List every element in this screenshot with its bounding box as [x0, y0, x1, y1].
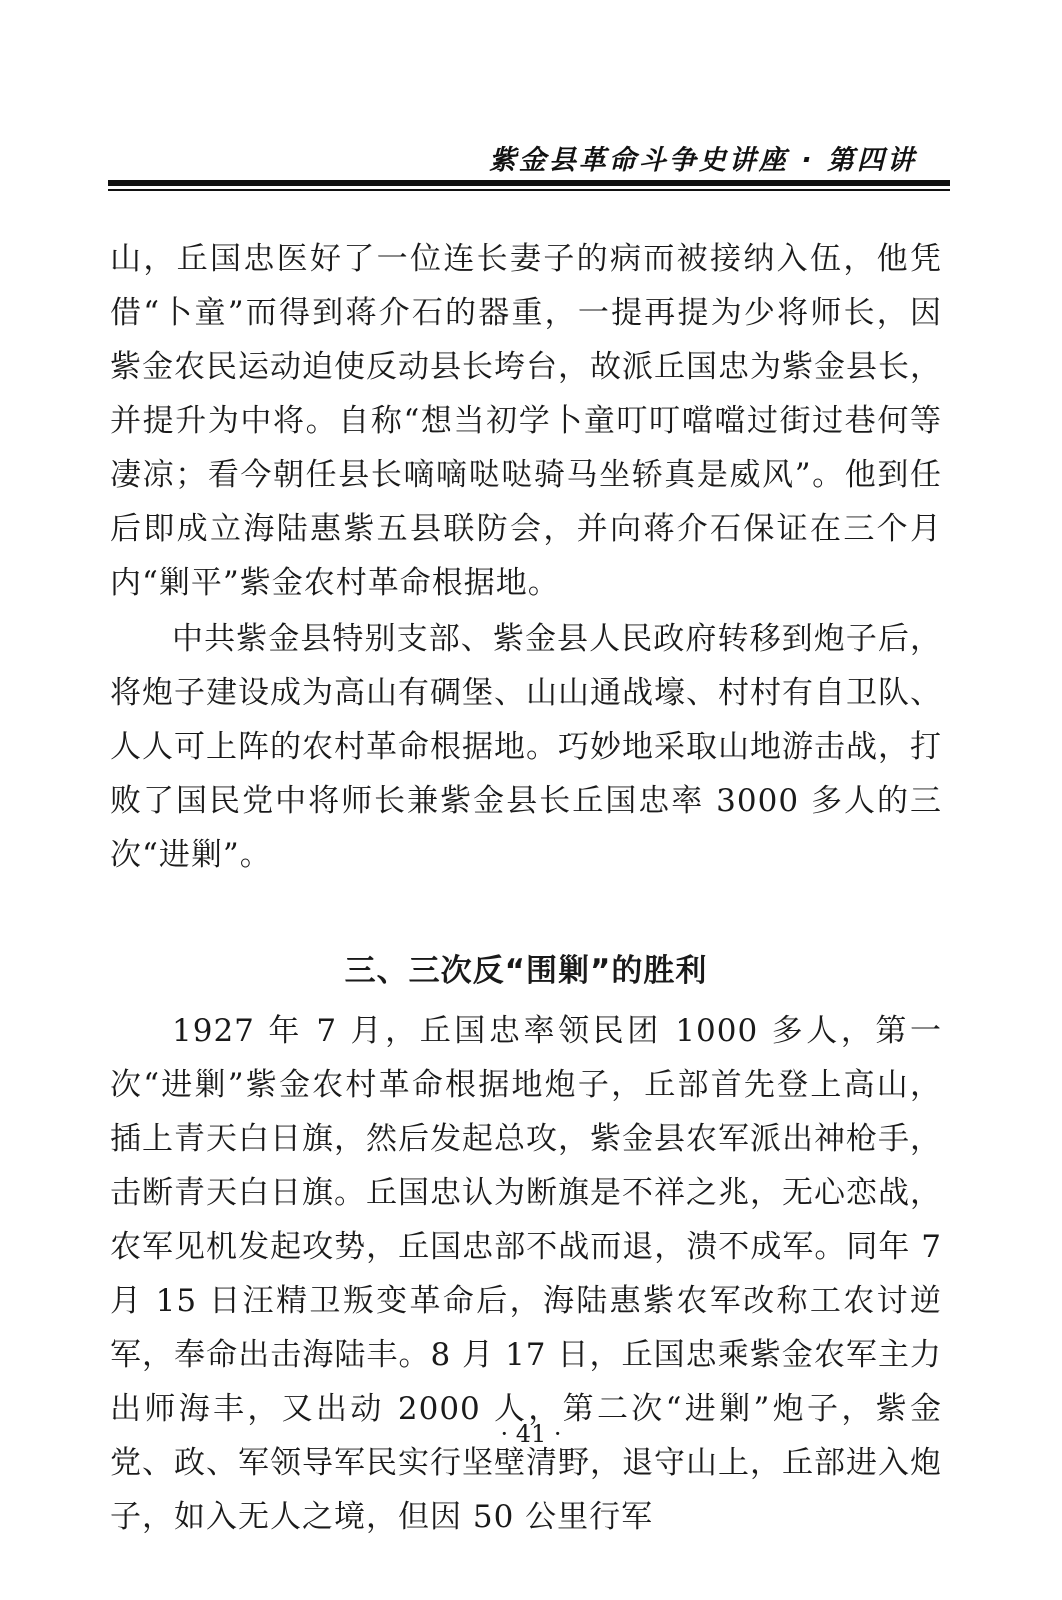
paragraph-first-campaign: 1927 年 7 月，丘国忠率领民团 1000 多人，第一次“进剿”紫金农村革命根据地炮子，丘部首先登上高山，插上青天白日旗，然后发起总攻，紫金县农军派出神枪手，击断青天白日旗。丘国忠认为断旗是不祥之兆，无心恋战，农军见机发起攻势，丘国忠部不战而退，溃不成军。同年 7 月 15 日汪精卫叛变革命后，海陆惠紫农军改称工农讨逆军，奉命出击海陆丰。8 月 17 日，丘国忠乘紫金农军主力出师海丰，又出动 2000 人，第二次“进剿”炮子，紫金党、政、军领导军民实行坚壁清野，退守山上，丘部进入炮子，如入无人之境，但因 50 公里行军	[110, 1013, 942, 1535]
paragraph-base-area: 中共紫金县特别支部、紫金县人民政府转移到炮子后，将炮子建设成为高山有碉堡、山山通战壕、村村有自卫队、人人可上阵的农村革命根据地。巧妙地采取山地游击战，打败了国民党中将师长兼紫金县长丘国忠率 3000 多人的三次“进剿”。	[110, 621, 942, 873]
paragraph-continued: 山，丘国忠医好了一位连长妻子的病而被接纳入伍，他凭借“卜童”而得到蒋介石的器重，一提再提为少将师长，因紫金农民运动迫使反动县长垮台，故派丘国忠为紫金县长，并提升为中将。自称“想当初学卜童叮叮噹噹过街过巷何等凄凉；看今朝任县长嘀嘀哒哒骑马坐轿真是威风”。他到任后即成立海陆惠紫五县联防会，并向蒋介石保证在三个月内“剿平”紫金农村革命根据地。	[110, 241, 942, 601]
running-header: 紫金县革命斗争史讲座 · 第四讲	[488, 145, 917, 176]
header-rule-thick	[108, 180, 950, 186]
section-heading: 三、三次反“围剿”的胜利	[344, 953, 708, 989]
header-rule-thin	[108, 189, 950, 191]
page-number: · 41 ·	[500, 1420, 562, 1448]
page-body	[110, 232, 942, 1544]
